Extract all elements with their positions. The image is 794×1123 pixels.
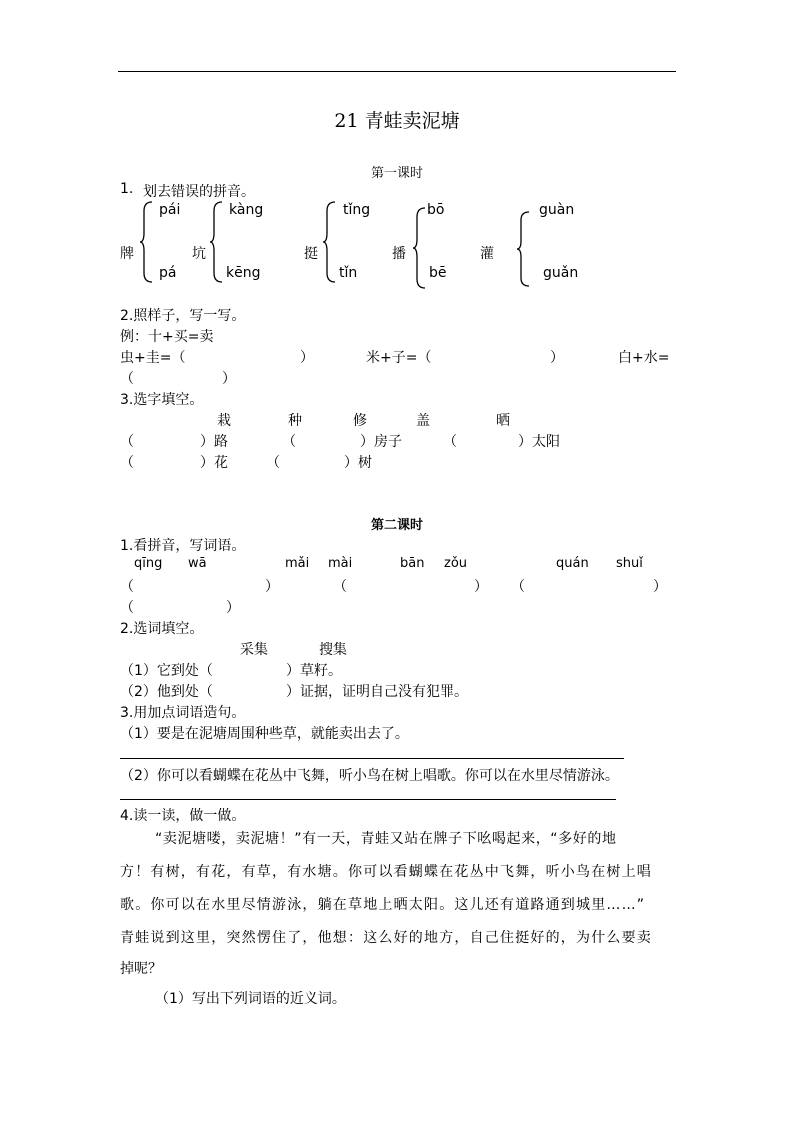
pinyin-text: wā	[188, 556, 207, 571]
l2-q2-s1-post: ）草籽。	[286, 663, 342, 679]
pinyin-text: zǒu	[444, 556, 468, 571]
answer-blank[interactable]: （	[443, 434, 457, 450]
answer-blank[interactable]: （	[120, 371, 134, 387]
pinyin-text: quán	[556, 556, 589, 571]
l1-q2-title: 2.照样子，写一写。	[120, 308, 246, 324]
answer-blank[interactable]: ）	[300, 350, 314, 366]
l1-q1-label: 1.	[120, 181, 134, 197]
char-bo: 播	[392, 246, 406, 262]
answer-blank[interactable]: ）	[265, 579, 279, 595]
header-rule	[118, 71, 676, 72]
blank-label: ）路	[200, 434, 228, 450]
passage-line: “卖泥塘喽，卖泥塘！”有一天，青蛙又站在牌子下吆喝起来，“多好的地	[155, 831, 617, 847]
answer-blank[interactable]: （	[120, 455, 134, 471]
answer-blank[interactable]: （	[282, 434, 296, 450]
blank-label: ）房子	[360, 434, 402, 450]
pinyin-option[interactable]: kēng	[226, 265, 261, 281]
answer-line[interactable]	[120, 799, 616, 800]
blank-label: ）花	[200, 455, 228, 471]
option-char: 种	[288, 413, 302, 429]
l1-q2-item3: 白+水=	[618, 350, 670, 366]
left-brace	[323, 201, 337, 283]
l2-q4-sub1: （1）写出下列词语的近义词。	[155, 991, 346, 1007]
l2-q3-s1: （1）要是在泥塘周围种些草，就能卖出去了。	[120, 726, 409, 742]
option-word: 采集	[240, 642, 268, 658]
left-brace	[140, 201, 154, 283]
l1-q2-item2: 米+子=（	[366, 350, 432, 366]
passage-line: 青蛙说到这里，突然愣住了，他想：这么好的地方，自己住挺好的，为什么要卖	[120, 930, 652, 946]
option-char: 修	[353, 413, 367, 429]
passage-line: 方！有树，有花，有草，有水塘。你可以看蝴蝶在花丛中飞舞，听小鸟在树上唱	[120, 864, 652, 880]
answer-blank[interactable]: （	[266, 455, 280, 471]
lesson1-heading: 第一课时	[370, 166, 423, 181]
char-pai: 牌	[120, 246, 134, 262]
left-brace	[210, 201, 224, 283]
answer-blank[interactable]: （	[120, 579, 134, 595]
answer-blank[interactable]: ）	[222, 371, 236, 387]
l1-q2-item1: 虫+圭=（	[120, 350, 186, 366]
l2-q4-title: 4.读一读，做一做。	[120, 808, 246, 824]
answer-blank[interactable]: ）	[550, 350, 564, 366]
l2-q1-title: 1.看拼音，写词语。	[120, 538, 246, 554]
blank-label: ）树	[344, 455, 372, 471]
left-brace	[413, 207, 427, 289]
answer-blank[interactable]: （	[120, 600, 134, 616]
answer-blank[interactable]: （	[333, 579, 347, 595]
answer-line[interactable]	[120, 758, 624, 759]
l2-q3-title: 3.用加点词语造句。	[120, 705, 246, 721]
char-guan: 灌	[480, 246, 494, 262]
char-ting: 挺	[304, 246, 318, 262]
pinyin-text: bān	[400, 556, 425, 571]
answer-blank[interactable]: ）	[653, 579, 667, 595]
answer-blank[interactable]: （	[120, 434, 134, 450]
page-title: 21 青蛙卖泥塘	[334, 110, 460, 132]
char-keng: 坑	[192, 246, 206, 262]
pinyin-option[interactable]: guàn	[539, 202, 575, 218]
pinyin-text: shuǐ	[616, 556, 643, 571]
pinyin-text: mǎi	[285, 556, 310, 571]
passage-line: 歌。你可以在水里尽情游泳，躺在草地上晒太阳。这儿还有道路通到城里……”	[120, 897, 646, 913]
blank-label: ）太阳	[518, 434, 560, 450]
pinyin-option[interactable]: guǎn	[543, 265, 579, 281]
l2-q3-s2: （2）你可以看蝴蝶在花丛中飞舞，听小鸟在树上唱歌。你可以在水里尽情游泳。	[120, 768, 619, 784]
pinyin-option[interactable]: bō	[427, 202, 445, 218]
pinyin-option[interactable]: tǐn	[339, 265, 358, 281]
l2-q2-s2-pre: （2）他到处（	[120, 684, 213, 700]
pinyin-text: qīng	[134, 556, 163, 571]
option-word: 搜集	[319, 642, 347, 658]
pinyin-option[interactable]: tǐng	[343, 202, 371, 218]
option-char: 晒	[496, 413, 510, 429]
option-char: 栽	[217, 413, 231, 429]
pinyin-option[interactable]: kàng	[229, 202, 264, 218]
left-brace	[517, 211, 531, 287]
answer-blank[interactable]: （	[511, 579, 525, 595]
pinyin-option[interactable]: pá	[159, 265, 177, 281]
lesson2-heading: 第二课时	[370, 518, 423, 533]
passage-line: 掉呢？	[120, 961, 162, 977]
pinyin-option[interactable]: pái	[159, 202, 181, 218]
l2-q2-s1-pre: （1）它到处（	[120, 663, 213, 679]
pinyin-text: mài	[328, 556, 353, 571]
l1-q2-example: 例：十+买=卖	[120, 329, 214, 345]
l2-q2-title: 2.选词填空。	[120, 621, 204, 637]
l1-q1-title: 划去错误的拼音。	[143, 184, 255, 200]
answer-blank[interactable]: ）	[226, 600, 240, 616]
pinyin-option[interactable]: bē	[429, 265, 447, 281]
l1-q3-title: 3.选字填空。	[120, 392, 204, 408]
answer-blank[interactable]: ）	[474, 579, 488, 595]
option-char: 盖	[416, 413, 430, 429]
l2-q2-s2-post: ）证据，证明自己没有犯罪。	[286, 684, 468, 700]
